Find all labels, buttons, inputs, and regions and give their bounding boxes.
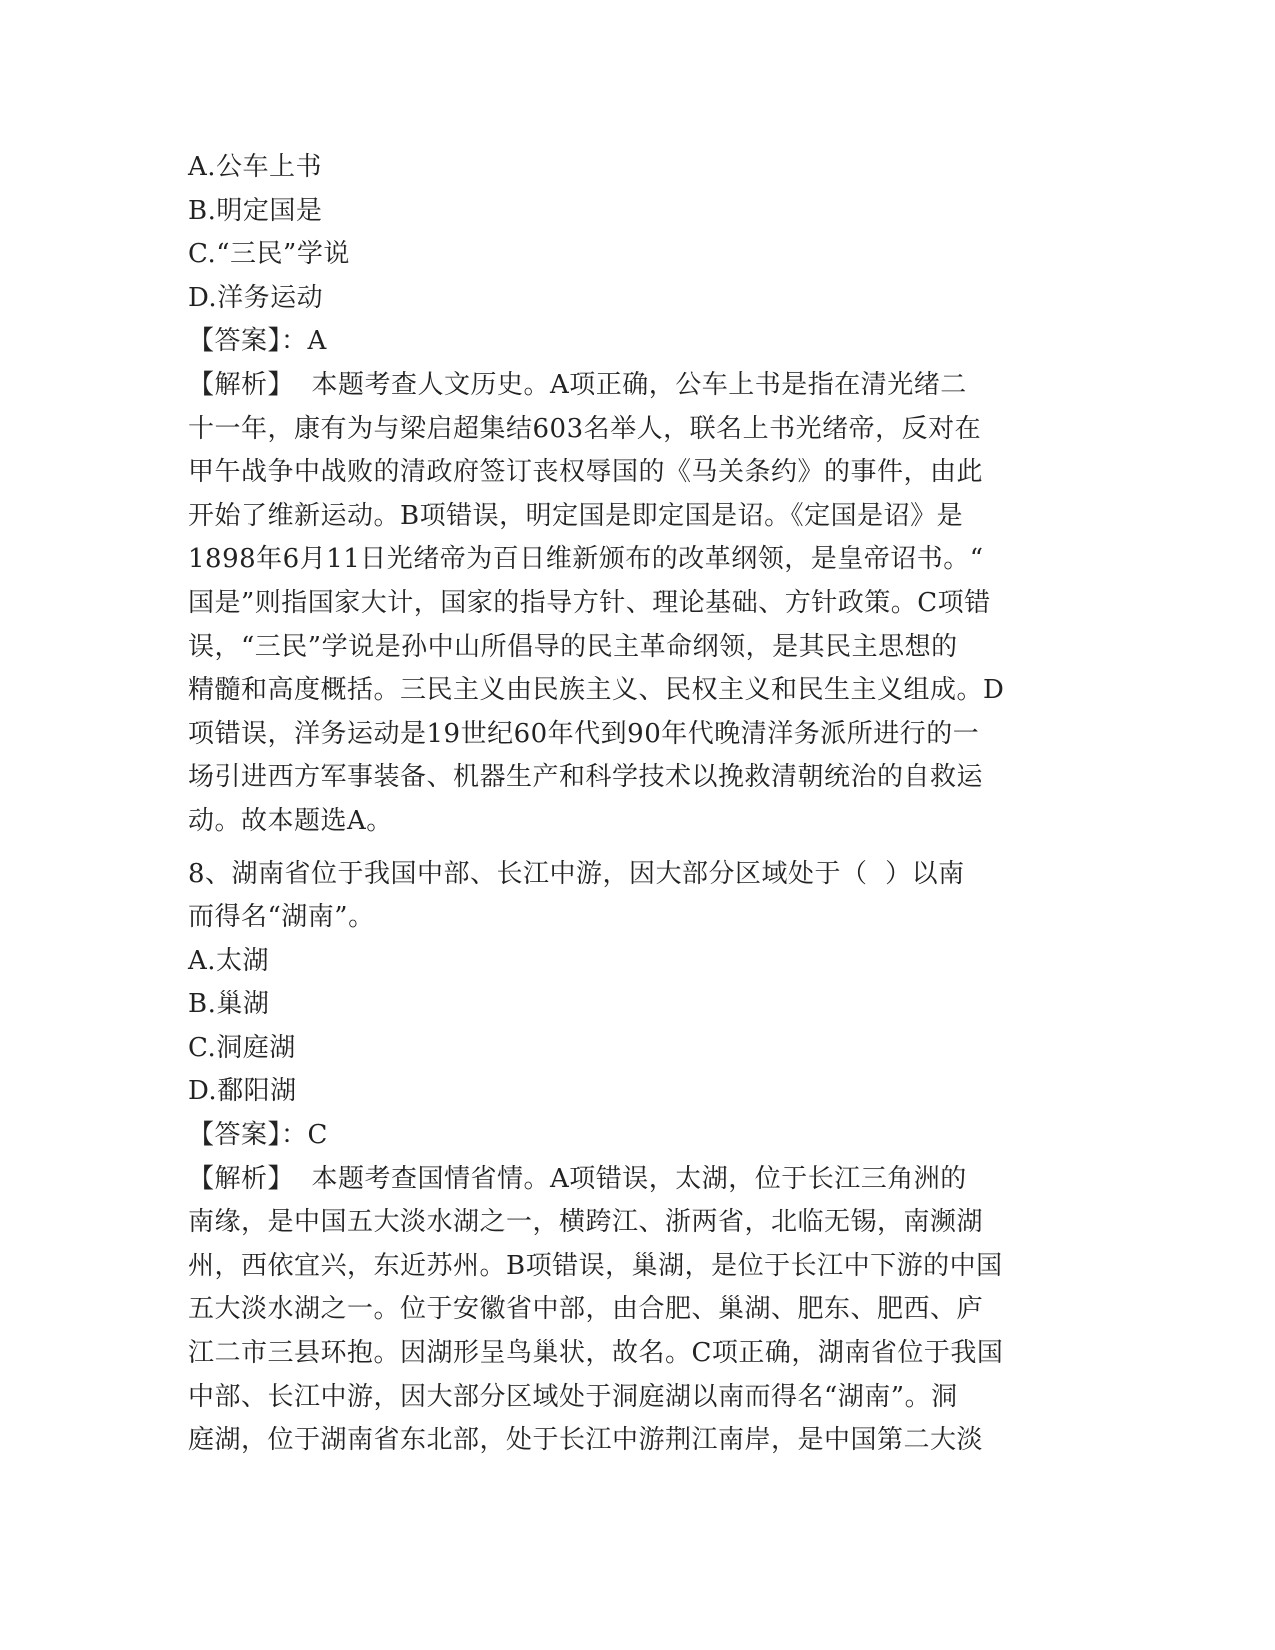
q7-explanation-line: 1898年6月11日光绪帝为百日维新颁布的改革纲领，是皇帝诏书。“ xyxy=(188,544,984,575)
q7-option-b: B.明定国是 xyxy=(188,195,323,226)
q8-option-c: C.洞庭湖 xyxy=(188,1032,296,1063)
q7-explanation-line: 项错误，洋务运动是19世纪60年代到90年代晚清洋务派所进行的一 xyxy=(188,718,980,749)
q8-explanation-line: 南缘，是中国五大淡水湖之一，横跨江、浙两省，北临无锡，南濒湖 xyxy=(188,1207,984,1238)
q7-explanation-line: 精髓和高度概括。三民主义由民族主义、民权主义和民生主义组成。D xyxy=(188,675,1005,706)
q7-explanation-line: 国是”则指国家大计，国家的指导方针、理论基础、方针政策。C项错 xyxy=(188,587,991,618)
q8-option-d: D.鄱阳湖 xyxy=(188,1076,297,1107)
q7-explanation-line: 场引进西方军事装备、机器生产和科学技术以挽救清朝统治的自救运 xyxy=(188,762,984,793)
q7-explanation-line: 十一年，康有为与梁启超集结603名举人，联名上书光绪帝，反对在 xyxy=(188,413,982,444)
q7-option-d: D.洋务运动 xyxy=(188,282,324,313)
q8-explanation-line: 江二市三县环抱。因湖形呈鸟巢状，故名。C项正确，湖南省位于我国 xyxy=(188,1338,1004,1369)
q8-explanation xyxy=(188,1158,1078,1463)
q8-explanation-line: 【解析】 本题考查国情省情。A项错误，太湖，位于长江三角洲的 xyxy=(188,1163,967,1194)
q8-question-line: 8、湖南省位于我国中部、长江中游，因大部分区域处于（ ）以南 xyxy=(188,858,965,889)
q8-explanation-line: 五大淡水湖之一。位于安徽省中部，由合肥、巢湖、肥东、肥西、庐 xyxy=(188,1294,984,1325)
q7-option-a: A.公车上书 xyxy=(188,152,323,182)
q7-explanation-line: 【解析】 本题考查人文历史。A项正确，公车上书是指在清光绪二 xyxy=(188,369,967,400)
q8-answer: 【答案】：C xyxy=(188,1120,328,1151)
q7-explanation xyxy=(188,364,1078,844)
q7-explanation-line: 甲午战争中战败的清政府签订丧权辱国的《马关条约》的事件，由此 xyxy=(188,457,984,488)
q8-explanation-line: 州，西依宜兴，东近苏州。B项错误，巢湖，是位于长江中下游的中国 xyxy=(188,1250,1003,1281)
document-body xyxy=(188,146,1078,1463)
q7-answer: 【答案】：A xyxy=(188,326,327,357)
q8-option-a: A.太湖 xyxy=(188,945,270,976)
q7-option-c: C.“三民”学说 xyxy=(188,239,350,270)
q7-explanation-line: 动。故本题选A。 xyxy=(188,805,393,836)
q8-explanation-line: 中部、长江中游，因大部分区域处于洞庭湖以南而得名“湖南”。洞 xyxy=(188,1381,958,1412)
q8-question-line: 而得名“湖南”。 xyxy=(188,902,375,933)
q8-explanation-line: 庭湖，位于湖南省东北部，处于长江中游荆江南岸，是中国第二大淡 xyxy=(188,1425,984,1456)
q7-explanation-line: 误，“三民”学说是孙中山所倡导的民主革命纲领，是其民主思想的 xyxy=(188,631,958,662)
q7-explanation-line: 开始了维新运动。B项错误，明定国是即定国是诏。《定国是诏》是 xyxy=(188,500,964,531)
q8-option-b: B.巢湖 xyxy=(188,989,270,1020)
